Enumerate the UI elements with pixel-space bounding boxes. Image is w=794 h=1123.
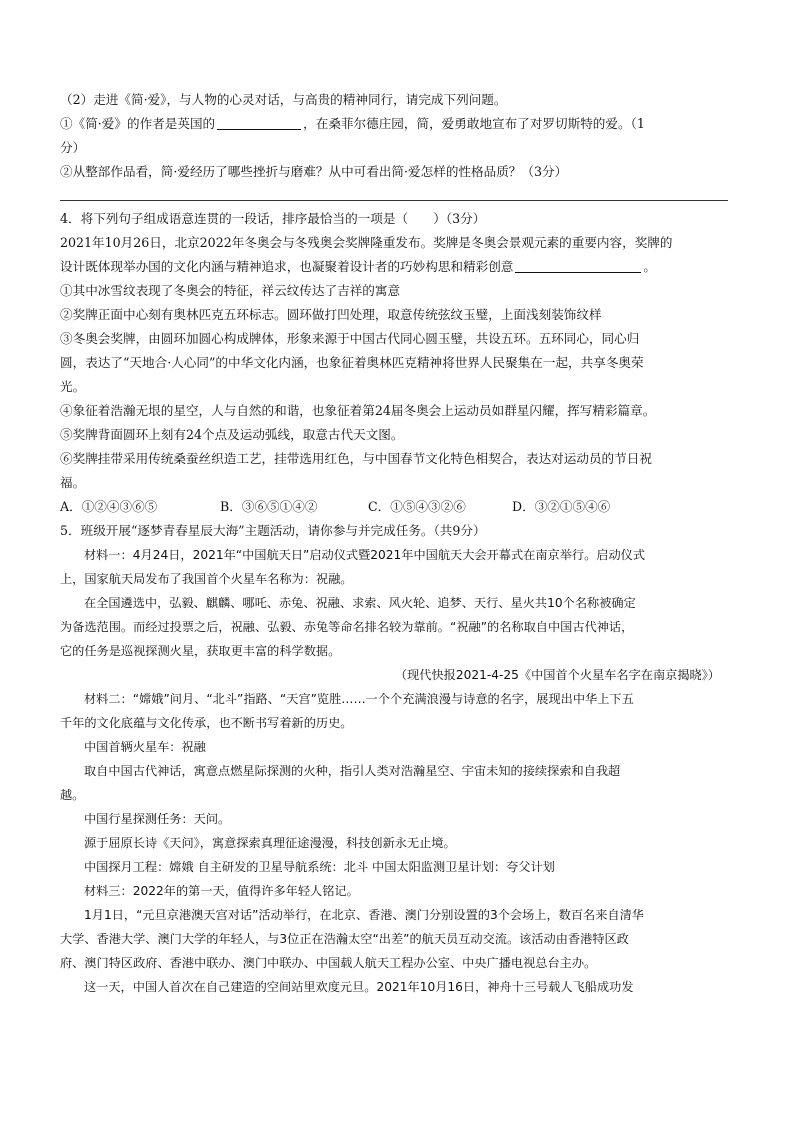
q2-intro: （2）走进《简·爱》，与人物的心灵对话，与高贵的精神同行，请完成下列问题。 [60, 92, 507, 107]
q4-sentence-2: ②奖牌正面中心刻有奥林匹克五环标志。圆环做打凹处理，取意传统弦纹玉璧，上面浅刻装饰纹样 [60, 307, 602, 322]
material-3-line2: 1月1日，“元旦京港澳天宫对话”活动举行，在北京、香港、澳门分别设置的3个会场上，数百名来自清华 [84, 908, 644, 922]
option-d[interactable]: D．③②①⑤④⑥ [512, 499, 611, 514]
material-2-line6: 中国行星探测任务：天问。 [84, 812, 231, 826]
q4-para-end: 。 [643, 259, 656, 274]
q5-stem: 5．班级开展“逐梦青春星辰大海”主题活动，请你参与并完成任务。（共9分） [60, 523, 486, 538]
q2-item1-tail: 分） [60, 140, 86, 155]
divider-line [60, 200, 728, 201]
q4-options [60, 495, 728, 519]
answer-blank[interactable] [217, 115, 301, 130]
q4-sentence-1: ①其中冰雪纹表现了冬奥会的特征，祥云纹传达了吉祥的寓意 [60, 283, 401, 298]
material-1-line1: 材料一：4月24日，2021年“中国航天日”启动仪式暨2021年中国航天大会开幕式在南京举行。启动仪式 [84, 548, 646, 562]
q2-item2: ②从整部作品看，简·爱经历了哪些挫折与磨难？从中可看出简·爱怎样的性格品质？（3分） [60, 164, 568, 179]
option-b[interactable]: B．③⑥⑤①④② [220, 499, 318, 514]
material-2-line2: 千年的文化底蕴与文化传承，也不断书写着新的历史。 [60, 716, 353, 730]
q5-materials [60, 543, 728, 999]
material-3-line1: 材料三：2022年的第一天，值得许多年轻人铭记。 [84, 884, 359, 898]
q4-para-line2 [60, 255, 728, 279]
material-3-line3: 大学、香港大学、澳门大学的年轻人，与3位正在浩瀚太空“出差”的航天员互动交流。该活动由香港特区政 [60, 932, 629, 946]
q4-sentence-4: ④象征着浩瀚无垠的星空，人与自然的和谐，也象征着第24届冬奥会上运动员如群星闪耀，挥写精彩篇章。 [60, 403, 656, 418]
q4-sentence-6a: ⑥奖牌挂带采用传统桑蚕丝织造工艺，挂带选用红色，与中国春节文化特色相契合，表达对运动员的节日祝 [60, 451, 652, 466]
q4-stem: 4．将下列句子组成语意连贯的一段话，排序最恰当的一项是（ ）（3分） [60, 211, 486, 226]
material-1-line5: 它的任务是巡视探测火星，获取更丰富的科学数据。 [60, 644, 341, 658]
q4-sentence-3a: ③冬奥会奖牌，由圆环加圆心构成牌体，形象来源于中国古代同心圆玉璧，共设五环。五环同心，同心归 [60, 331, 640, 346]
material-2-line8: 中国探月工程：嫦娥 自主研发的卫星导航系统：北斗 中国太阳监测卫星计划：夸父计划 [84, 860, 555, 874]
q2-item1-text-cont: ，在桑菲尔德庄园，简，爱勇敢地宣布了对罗切斯特的爱。（1 [303, 116, 645, 131]
material-3-line4: 府、澳门特区政府、香港中联办、澳门中联办、中国载人航天工程办公室、中央广播电视总台主办。 [60, 956, 597, 970]
q4-sentence-3b: 圆，表达了“天地合·人心同”的中华文化内涵，也象征着奥林匹克精神将世界人民聚集在一起，共享冬奥荣 [60, 355, 644, 370]
material-2-line5: 越。 [60, 788, 85, 802]
q2-item1-text: ①《简·爱》的作者是英国的 [60, 116, 216, 131]
material-1-line4: 为备选范围。而经过投票之后，祝融、弘毅、赤兔等命名排名较为靠前。“祝融”的名称取自中国古代神话， [60, 620, 634, 634]
material-3-line5: 这一天，中国人首次在自己建造的空间站里欢度元旦。2021年10月16日，神舟十三号载人飞船成功发 [84, 980, 634, 994]
material-1-line2: 上，国家航天局发布了我国首个火星车名称为：祝融。 [60, 572, 353, 586]
option-a[interactable]: A．①②④③⑥⑤ [60, 499, 158, 514]
option-c[interactable]: C．①⑤④③②⑥ [368, 499, 466, 514]
material-1-source: （现代快报2021-4-25《中国首个火星车名字在南京揭晓》） [394, 668, 720, 682]
q4-para-text: 设计既体现举办国的文化内涵与精神追求，也凝聚着设计者的巧妙构思和精彩创意 [60, 259, 514, 274]
exam-page [60, 88, 728, 999]
material-2-line1: 材料二：“嫦娥”问月、“北斗”指路、“天宫”览胜……一个个充满浪漫与诗意的名字，展现出中华上下五 [84, 692, 634, 706]
answer-blank[interactable] [515, 258, 641, 273]
material-1-line3: 在全国遴选中，弘毅、麒麟、哪吒、赤兔、祝融、求索、风火轮、追梦、天行、星火共10个名称被确定 [84, 596, 636, 610]
q4-sentence-6b: 福。 [60, 475, 86, 490]
q4-sentence-3c: 光。 [60, 379, 86, 394]
q4-para-line1: 2021年10月26日，北京2022年冬奥会与冬残奥会奖牌隆重发布。奖牌是冬奥会景观元素的重要内容，奖牌的 [60, 235, 673, 250]
material-2-line3: 中国首辆火星车：祝融 [84, 740, 206, 754]
material-2-line7: 源于屈原长诗《天问》，寓意探索真理征途漫漫，科技创新永无止境。 [84, 836, 456, 850]
q2-item1 [60, 112, 728, 136]
material-2-line4: 取自中国古代神话，寓意点燃星际探测的火种，指引人类对浩瀚星空、宇宙未知的接续探索和自我超 [84, 764, 621, 778]
q4-sentence-5: ⑤奖牌背面圆环上刻有24个点及运动弧线，取意古代天文图。 [60, 427, 404, 442]
